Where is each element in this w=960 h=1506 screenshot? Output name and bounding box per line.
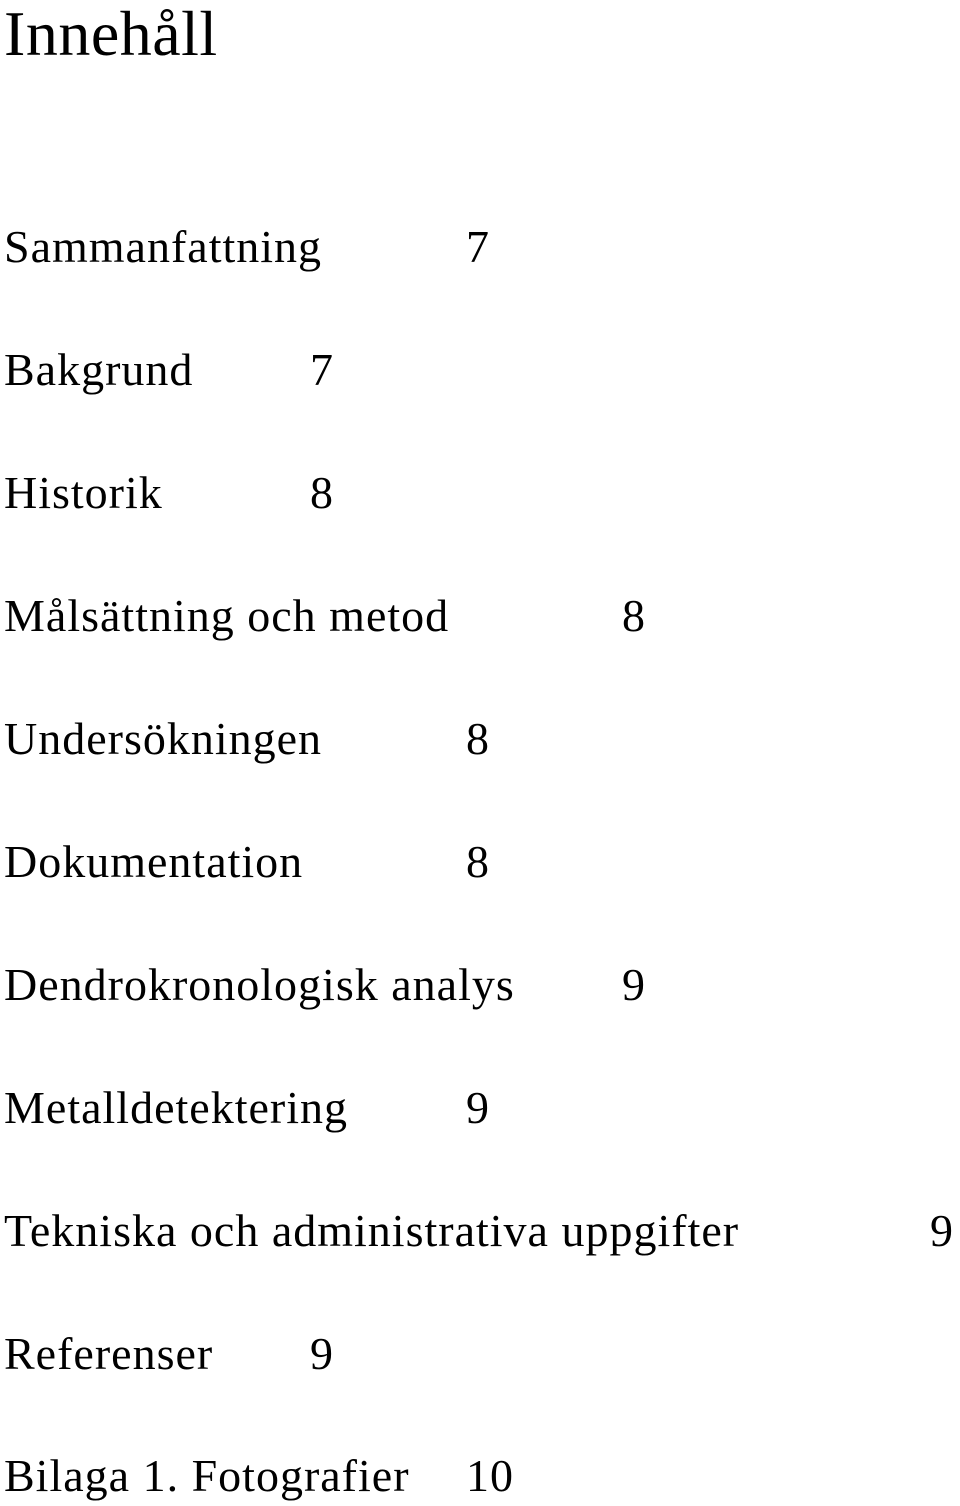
toc-entry-label: Bilaga 1. Fotografier (4, 1450, 410, 1501)
page-title: Innehåll (4, 0, 218, 69)
toc-entry-label: Referenser (4, 1328, 214, 1379)
toc-entry-label: Historik (4, 467, 163, 518)
toc-entry-page-number: 9 (930, 1205, 954, 1256)
toc-entry-page-number: 8 (310, 467, 334, 518)
toc-entry-page-number: 8 (466, 836, 490, 887)
toc-entry-label: Dendrokronologisk analys (4, 959, 515, 1010)
toc-entry-label: Bakgrund (4, 344, 194, 395)
toc-entry-label: Målsättning och metod (4, 590, 450, 641)
toc-entry-label: Tekniska och administrativa uppgifter (4, 1205, 740, 1256)
toc-entry-page-number: 8 (466, 713, 490, 764)
toc-entry-label: Sammanfattning (4, 221, 323, 272)
toc-entry-page-number: 10 (466, 1450, 514, 1501)
toc-entry-page-number: 8 (622, 590, 646, 641)
toc-entry-page-number: 9 (466, 1082, 490, 1133)
toc-entry-page-number: 9 (310, 1328, 334, 1379)
toc-entry-label: Dokumentation (4, 836, 304, 887)
toc-entry-label: Metalldetektering (4, 1082, 348, 1133)
toc-entry-label: Undersökningen (4, 713, 323, 764)
toc-entry-page-number: 9 (622, 959, 646, 1010)
toc-entry-page-number: 7 (310, 344, 334, 395)
toc-entry-page-number: 7 (466, 221, 490, 272)
